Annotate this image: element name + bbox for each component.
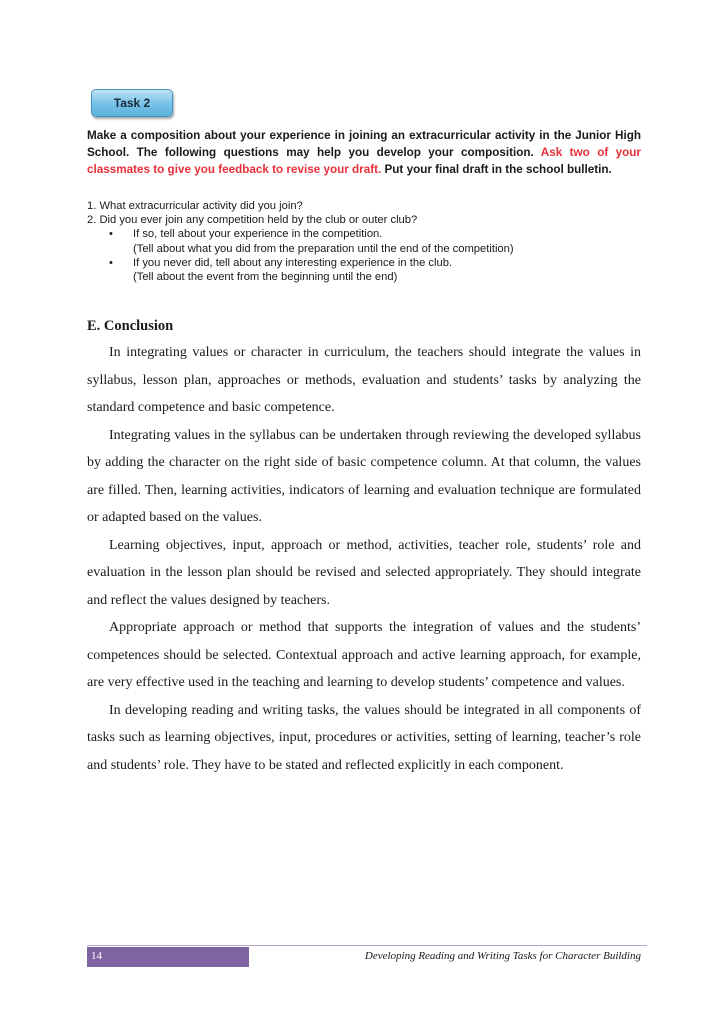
bullet-note: (Tell about what you did from the preparation until the end of the competition)	[133, 242, 514, 255]
instruction-text: Make a composition about your experience in joining an extracurricular activity in the Junior High School. The following questions may help you develop your composition.	[87, 129, 641, 159]
paragraph: Integrating values in the syllabus can be undertaken through reviewing the developed syllabus by adding the character on the right side of basic competence column. At that column, the values are filled. Then, learning activities, indicators of learning and evaluation technique are formulated or adapted based on the values.	[87, 427, 641, 525]
paragraph: In integrating values or character in curriculum, the teachers should integrate the values in syllabus, lesson plan, approaches or methods, evaluation and students’ tasks by analyzing the standard competence and basic competence.	[87, 345, 641, 415]
page-footer	[87, 945, 647, 967]
bullet-item	[87, 256, 647, 284]
question-2: 2. Did you ever join any competition held by the club or outer club?	[87, 214, 418, 227]
question-bullets	[87, 227, 647, 284]
conclusion-section	[87, 316, 641, 779]
paragraph: Appropriate approach or method that supports the integration of values and the students’ competences should be selected. Contextual approach and active learning approach, for example, are very effective used in the teaching and learning to develop students’ competence and values.	[87, 620, 641, 690]
instruction-text-end: Put your final draft in the school bulletin.	[381, 162, 612, 176]
paragraph: In developing reading and writing tasks, the values should be integrated in all components of tasks such as learning objectives, input, procedures or activities, setting of learning, teacher’s role and students’ role. They have to be stated and reflected explicitly in each component.	[87, 702, 641, 773]
question-1: 1. What extracurricular activity did you join?	[87, 200, 303, 212]
page-number: 14	[91, 950, 102, 962]
bullet-icon: •	[109, 228, 113, 241]
footer-divider	[87, 945, 647, 946]
section-heading: E. Conclusion	[87, 318, 174, 334]
bullet-item	[87, 227, 647, 255]
bullet-text: If so, tell about your experience in the competition.	[133, 228, 383, 241]
running-title: Developing Reading and Writing Tasks for Character Building	[364, 950, 641, 962]
page-number-box	[87, 947, 249, 967]
paragraph: Learning objectives, input, approach or method, activities, teacher role, students’ role and evaluation in the lesson plan should be revised and selected appropriately. They should integrate and reflect the values designed by teachers.	[87, 537, 641, 608]
task-badge: Task 2	[91, 89, 173, 117]
bullet-icon: •	[109, 256, 113, 269]
task-instruction	[87, 128, 641, 178]
bullet-note: (Tell about the event from the beginning until the end)	[133, 271, 398, 284]
instruction-highlight: Ask two of your classmates to give you feedback to revise your draft.	[87, 145, 641, 176]
guiding-questions	[87, 199, 647, 284]
bullet-text: If you never did, tell about any interesting experience in the club.	[133, 256, 453, 269]
